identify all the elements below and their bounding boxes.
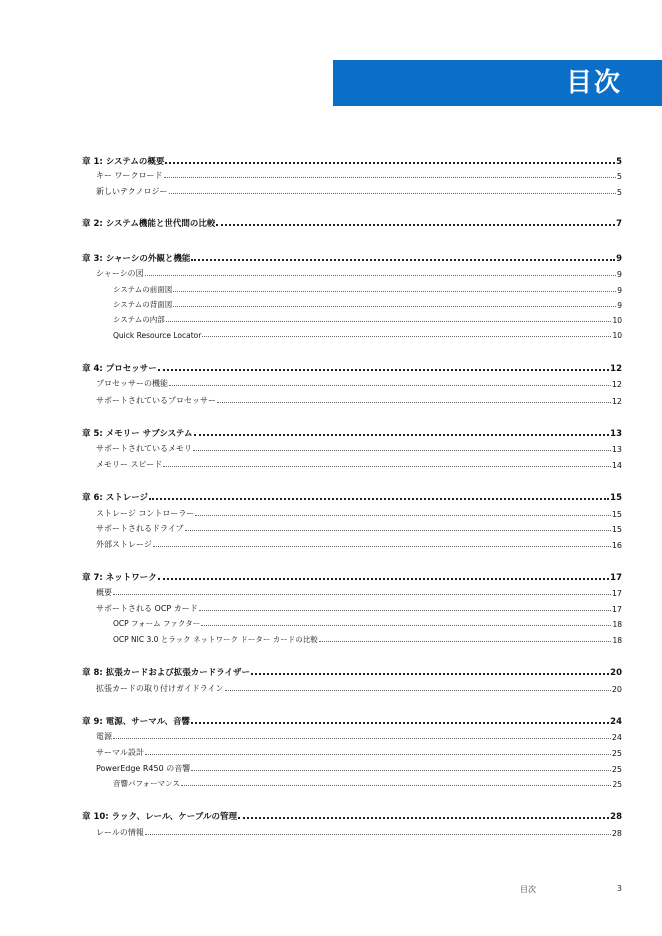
toc-entry-chapter[interactable] — [82, 425, 622, 439]
leader-dots — [164, 176, 616, 178]
toc-entry-page: 28 — [611, 829, 622, 838]
toc-entry-page: 9 — [616, 270, 622, 279]
leader-dots — [193, 449, 611, 451]
toc-entry-title: 章 7: ネットワーク — [82, 573, 157, 583]
leader-dots — [191, 769, 611, 771]
leader-dots — [163, 465, 611, 467]
toc-entry-section[interactable] — [82, 728, 622, 742]
toc-entry-section[interactable] — [82, 505, 622, 519]
toc-entry-title: システムの内部 — [113, 315, 165, 324]
leader-dots — [202, 335, 611, 337]
toc-entry-title: キー ワークロード — [96, 171, 163, 180]
toc-entry-section[interactable] — [82, 392, 622, 406]
toc-entry-chapter[interactable] — [82, 664, 622, 678]
toc-entry-page: 28 — [610, 812, 622, 822]
leader-dots — [191, 721, 609, 724]
toc-entry-title: レールの情報 — [96, 828, 144, 837]
toc-entry-subsection[interactable] — [82, 311, 622, 325]
toc-entry-title: 新しいテクノロジー — [96, 187, 168, 196]
toc-entry-title: 章 2: システム機能と世代間の比較 — [82, 219, 216, 229]
toc-entry-title: システムの背面図 — [113, 300, 173, 309]
toc-entry-chapter[interactable] — [82, 250, 622, 264]
toc-entry-title: 電源 — [96, 732, 112, 741]
toc-entry-title: 章 4: プロセッサー — [82, 364, 157, 374]
toc-entry-chapter[interactable] — [82, 808, 622, 822]
leader-dots — [181, 784, 612, 786]
toc-entry-title: プロセッサーの機能 — [96, 379, 168, 388]
toc-entry-page: 17 — [611, 589, 622, 598]
toc-entry-page: 18 — [612, 636, 622, 645]
toc-entry-page: 9 — [617, 286, 622, 295]
toc-entry-title: メモリー スピード — [96, 460, 163, 469]
toc-entry-section[interactable] — [82, 824, 622, 838]
toc-entry-section[interactable] — [82, 680, 622, 694]
toc-entry-title: 概要 — [96, 588, 112, 597]
toc-entry-title: OCP フォーム ファクター — [113, 619, 201, 628]
toc-entry-title: 章 3: シャーシの外観と機能 — [82, 254, 191, 264]
toc-entry-page: 12 — [611, 380, 622, 389]
toc-entry-title: ストレージ コントローラー — [96, 509, 195, 518]
leader-dots — [194, 433, 610, 436]
leader-dots — [145, 753, 611, 755]
toc-entry-page: 18 — [612, 620, 622, 629]
toc-entry-chapter[interactable] — [82, 215, 622, 229]
leader-dots — [153, 545, 611, 547]
leader-dots — [225, 689, 611, 691]
leader-dots — [173, 305, 616, 307]
toc-entry-page: 20 — [610, 668, 622, 678]
leader-dots — [216, 223, 615, 226]
toc-entry-page: 5 — [616, 188, 622, 197]
toc-entry-page: 7 — [616, 219, 622, 229]
toc-entry-section[interactable] — [82, 520, 622, 534]
toc-entry-section[interactable] — [82, 536, 622, 550]
toc-entry-title: OCP NIC 3.0 とラック ネットワーク ドーター カードの比較 — [113, 635, 318, 644]
toc-entry-page: 15 — [611, 525, 622, 534]
leader-dots — [169, 384, 611, 386]
toc-entry-page: 16 — [611, 541, 622, 550]
toc-entry-section[interactable] — [82, 375, 622, 389]
leader-dots — [145, 833, 611, 835]
toc-entry-page: 13 — [611, 445, 622, 454]
leader-dots — [173, 290, 616, 292]
toc-entry-section[interactable] — [82, 265, 622, 279]
toc-entry-title: 外部ストレージ — [96, 540, 152, 549]
toc-entry-page: 17 — [611, 605, 622, 614]
toc-entry-chapter[interactable] — [82, 569, 622, 583]
toc-entry-page: 14 — [611, 461, 622, 470]
leader-dots — [191, 258, 615, 261]
toc-entry-page: 25 — [611, 765, 622, 774]
toc-entry-section[interactable] — [82, 600, 622, 614]
toc-entry-subsection[interactable] — [82, 296, 622, 310]
toc-entry-title: 章 9: 電源、サーマル、音響 — [82, 717, 191, 727]
toc-entry-title: サーマル設計 — [96, 748, 144, 757]
toc-entry-title: サポートされているメモリ — [96, 444, 192, 453]
leader-dots — [238, 816, 609, 819]
toc-entry-title: 章 8: 拡張カードおよび拡張カードライザー — [82, 668, 250, 678]
leader-dots — [169, 192, 616, 194]
toc-entry-page: 15 — [611, 510, 622, 519]
toc-entry-page: 5 — [616, 172, 622, 181]
title-banner — [333, 60, 662, 106]
toc-entry-page: 25 — [611, 749, 622, 758]
toc-entry-page: 24 — [610, 717, 622, 727]
toc-entry-subsection[interactable] — [82, 631, 622, 645]
toc-entry-title: 音響パフォーマンス — [113, 779, 180, 788]
footer-page-number: 3 — [616, 884, 622, 893]
toc-entry-page: 13 — [610, 429, 622, 439]
toc-entry-page: 17 — [610, 573, 622, 583]
toc-entry-page: 25 — [612, 780, 622, 789]
toc-entry-chapter[interactable] — [82, 153, 622, 167]
toc-entry-title: 章 1: システムの概要 — [82, 157, 165, 167]
toc-entry-title: PowerEdge R450 の音響 — [96, 764, 191, 773]
toc-entry-subsection[interactable] — [82, 775, 622, 789]
toc-entry-title: サポートされているプロセッサー — [96, 396, 216, 405]
toc-entry-chapter[interactable] — [82, 713, 622, 727]
toc-entry-title: 章 10: ラック、レール、ケーブルの管理 — [82, 812, 238, 822]
toc-entry-title: 章 5: メモリー サブシステム — [82, 429, 193, 439]
leader-dots — [158, 368, 609, 371]
page-title: 目次 — [565, 68, 622, 98]
toc-entry-page: 12 — [611, 397, 622, 406]
leader-dots — [165, 161, 615, 164]
leader-dots — [149, 497, 609, 500]
leader-dots — [113, 737, 611, 739]
leader-dots — [158, 577, 609, 580]
toc-entry-title: サポートされる OCP カード — [96, 604, 198, 613]
toc-entry-chapter[interactable] — [82, 489, 622, 503]
toc-entry-title: 拡張カードの取り付けガイドライン — [96, 684, 224, 693]
toc-entry-page: 20 — [611, 685, 622, 694]
leader-dots — [145, 274, 616, 276]
toc-entry-page: 10 — [612, 316, 622, 325]
toc-entry-title: 章 6: ストレージ — [82, 493, 149, 503]
toc-entry-title: Quick Resource Locator — [113, 331, 202, 340]
leader-dots — [185, 529, 611, 531]
toc-entry-section[interactable] — [82, 183, 622, 197]
toc-entry-title: シャーシの図 — [96, 269, 144, 278]
leader-dots — [217, 401, 611, 403]
toc-entry-page: 10 — [612, 331, 622, 340]
toc-entry-page: 12 — [610, 364, 622, 374]
toc-entry-title: サポートされるドライブ — [96, 524, 184, 533]
toc-entry-section[interactable] — [82, 440, 622, 454]
page-footer — [520, 884, 622, 895]
toc-entry-section[interactable] — [82, 167, 622, 181]
toc-entry-section[interactable] — [82, 456, 622, 470]
toc-entry-subsection[interactable] — [82, 615, 622, 629]
toc-entry-page: 9 — [617, 301, 622, 310]
footer-section-label: 目次 — [520, 885, 536, 894]
toc-entry-page: 24 — [611, 733, 622, 742]
leader-dots — [251, 672, 609, 675]
toc-entry-page: 5 — [616, 157, 622, 167]
leader-dots — [199, 609, 611, 611]
toc-entry-section[interactable] — [82, 744, 622, 758]
toc-entry-page: 9 — [616, 254, 622, 264]
toc-entry-page: 15 — [610, 493, 622, 503]
toc-entry-chapter[interactable] — [82, 360, 622, 374]
toc-entry-section[interactable] — [82, 584, 622, 598]
leader-dots — [319, 640, 612, 642]
toc-entry-subsection[interactable] — [82, 281, 622, 295]
toc-entry-subsection[interactable] — [82, 326, 622, 340]
leader-dots — [195, 514, 610, 516]
toc-entry-title: システムの前面図 — [113, 285, 173, 294]
leader-dots — [113, 593, 611, 595]
toc-entry-section[interactable] — [82, 760, 622, 774]
leader-dots — [201, 624, 611, 626]
leader-dots — [166, 320, 612, 322]
